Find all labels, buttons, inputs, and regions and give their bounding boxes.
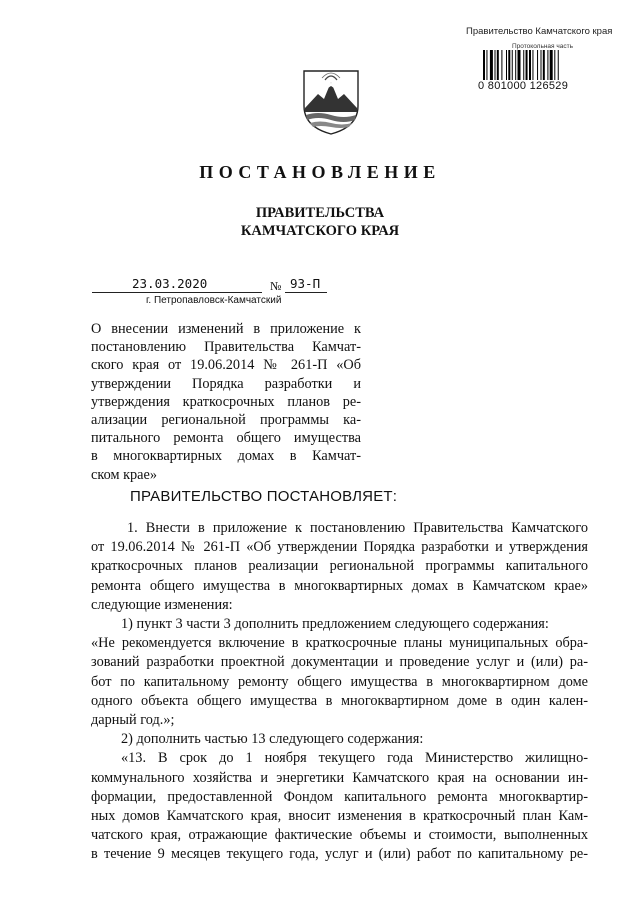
document-subject (91, 320, 361, 484)
subject-line: ализации региональной программы ка- (91, 412, 361, 429)
body-line: зований разработки проектной документации и проведение услуг и (или) ра- (91, 654, 588, 671)
body-line: краткосрочных планов реализации региональной программы капитального (91, 558, 588, 575)
body-line: «Не рекомендуется включение в краткосрочные планы муниципальных обра- (91, 635, 588, 652)
city: г. Петропавловск-Камчатский (146, 295, 282, 306)
date-underline (92, 292, 262, 293)
subject-line: в многоквартирных домах в Камчат- (91, 448, 361, 465)
subject-line: ском крае» (91, 466, 157, 483)
barcode-number: 0 801000 126529 (478, 80, 569, 92)
body-line: от 19.06.2014 № 261-П «Об утверждении Порядка разработки и утверждения (91, 539, 588, 556)
body-line: 1) пункт 3 части 3 дополнить предложением следующего содержания: (121, 616, 549, 633)
subject-line: утверждения краткосрочных планов ре- (91, 393, 361, 410)
number-sign: № (270, 279, 282, 293)
body-line: коммунального хозяйства и энергетики Камчатского края на основании ин- (91, 769, 588, 786)
body-line: ных домов Камчатского края, вносит изменения в краткосрочный план Кам- (91, 808, 588, 825)
number-underline (285, 292, 327, 293)
document-type: ПОСТАНОВЛЕНИЕ (199, 162, 441, 182)
body-line: «13. В срок до 1 ноября текущего года Министерство жилищно- (121, 750, 588, 767)
resolves-heading: ПРАВИТЕЛЬСТВО ПОСТАНОВЛЯЕТ: (130, 488, 398, 505)
kamchatka-emblem-icon (300, 68, 362, 136)
body-line: 1. Внести в приложение к постановлению Правительства Камчатского (127, 520, 588, 536)
document-number: 93-П (290, 276, 321, 291)
body-line: 2) дополнить частью 13 следующего содержания: (121, 731, 424, 748)
body-line: в течение 9 месяцев текущего года, услуг и (или) работ по капитальному ре- (91, 846, 588, 863)
body-line: следующие изменения: (91, 596, 233, 613)
body-line: бот по капитальному ремонту общего имущества в многоквартирном доме (91, 673, 588, 690)
issuer-line: ПРАВИТЕЛЬСТВА (255, 205, 385, 221)
subject-line: утверждении Порядка разработки и (91, 375, 361, 392)
body-line: чатского края, отражающие фактические объемы и стоимости, выполненных (91, 827, 588, 844)
subject-line: О внесении изменений в приложение к (91, 321, 361, 337)
body-line: ремонта общего имущества в многоквартирных домах в Камчатском крае» (91, 577, 588, 594)
subject-line: ского края от 19.06.2014 № 261-П «Об (91, 357, 361, 374)
issuer (0, 204, 640, 240)
document-body (91, 519, 588, 865)
stamp-subtitle: Протокольная часть (512, 43, 573, 50)
body-line: формации, предоставленной Фондом капитального ремонта многоквартир- (91, 788, 588, 805)
body-line: дарный год.»; (91, 712, 175, 729)
subject-line: питального ремонта общего имущества (91, 430, 361, 447)
issuer-line: КАМЧАТСКОГО КРАЯ (240, 223, 400, 239)
stamp-title: Правительство Камчатского края (466, 26, 613, 37)
body-line: одного объекта общего имущества в многоквартирном доме в один кален- (91, 692, 588, 709)
subject-line: постановлению Правительства Камчат- (91, 339, 361, 356)
document-date: 23.03.2020 (132, 276, 208, 291)
